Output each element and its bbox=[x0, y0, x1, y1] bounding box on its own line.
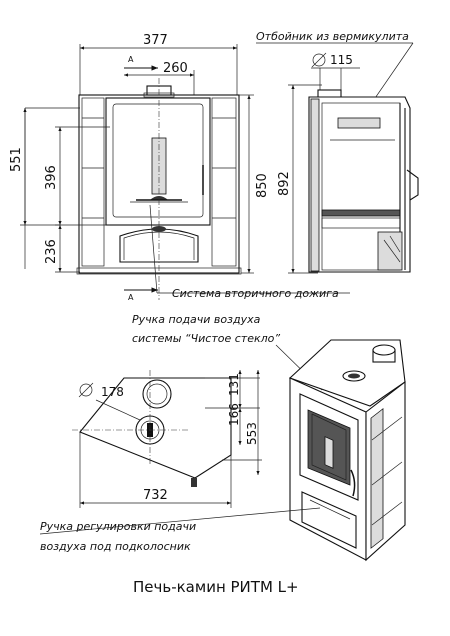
label-ash-air-2: воздуха под подколосник bbox=[40, 540, 191, 553]
dim-131: 131 bbox=[227, 373, 241, 396]
front-view bbox=[9, 33, 350, 302]
dim-166: 166 bbox=[227, 403, 241, 426]
dim-396: 396 bbox=[44, 165, 59, 190]
dim-236: 236 bbox=[44, 239, 59, 264]
label-ash-air-1: Ручка регулировки подачи bbox=[40, 520, 197, 533]
dim-115: 115 bbox=[330, 53, 353, 67]
drawing-title: Печь-камин РИТМ L+ bbox=[133, 578, 299, 596]
vermiculite-baffle bbox=[338, 118, 380, 128]
dim-377: 377 bbox=[143, 33, 168, 48]
dim-553: 553 bbox=[245, 422, 259, 445]
section-a-top: А bbox=[128, 55, 134, 64]
dim-732: 732 bbox=[143, 488, 168, 503]
dim-551: 551 bbox=[9, 147, 24, 172]
side-section-view bbox=[256, 30, 418, 273]
label-vermiculite: Отбойник из вермикулита bbox=[256, 30, 409, 43]
label-clean-glass-2: системы “Чистое стекло” bbox=[132, 332, 281, 345]
dim-892: 892 bbox=[277, 171, 292, 196]
label-secondary-burn: Система вторичного дожига bbox=[172, 287, 339, 300]
label-clean-glass-1: Ручка подачи воздуха bbox=[132, 313, 261, 326]
top-view bbox=[72, 370, 262, 508]
diameter-icon bbox=[312, 53, 326, 67]
section-a-bottom: А bbox=[128, 293, 134, 302]
dim-850: 850 bbox=[255, 173, 270, 198]
dim-260: 260 bbox=[163, 61, 188, 76]
dim-178: 178 bbox=[101, 385, 124, 399]
